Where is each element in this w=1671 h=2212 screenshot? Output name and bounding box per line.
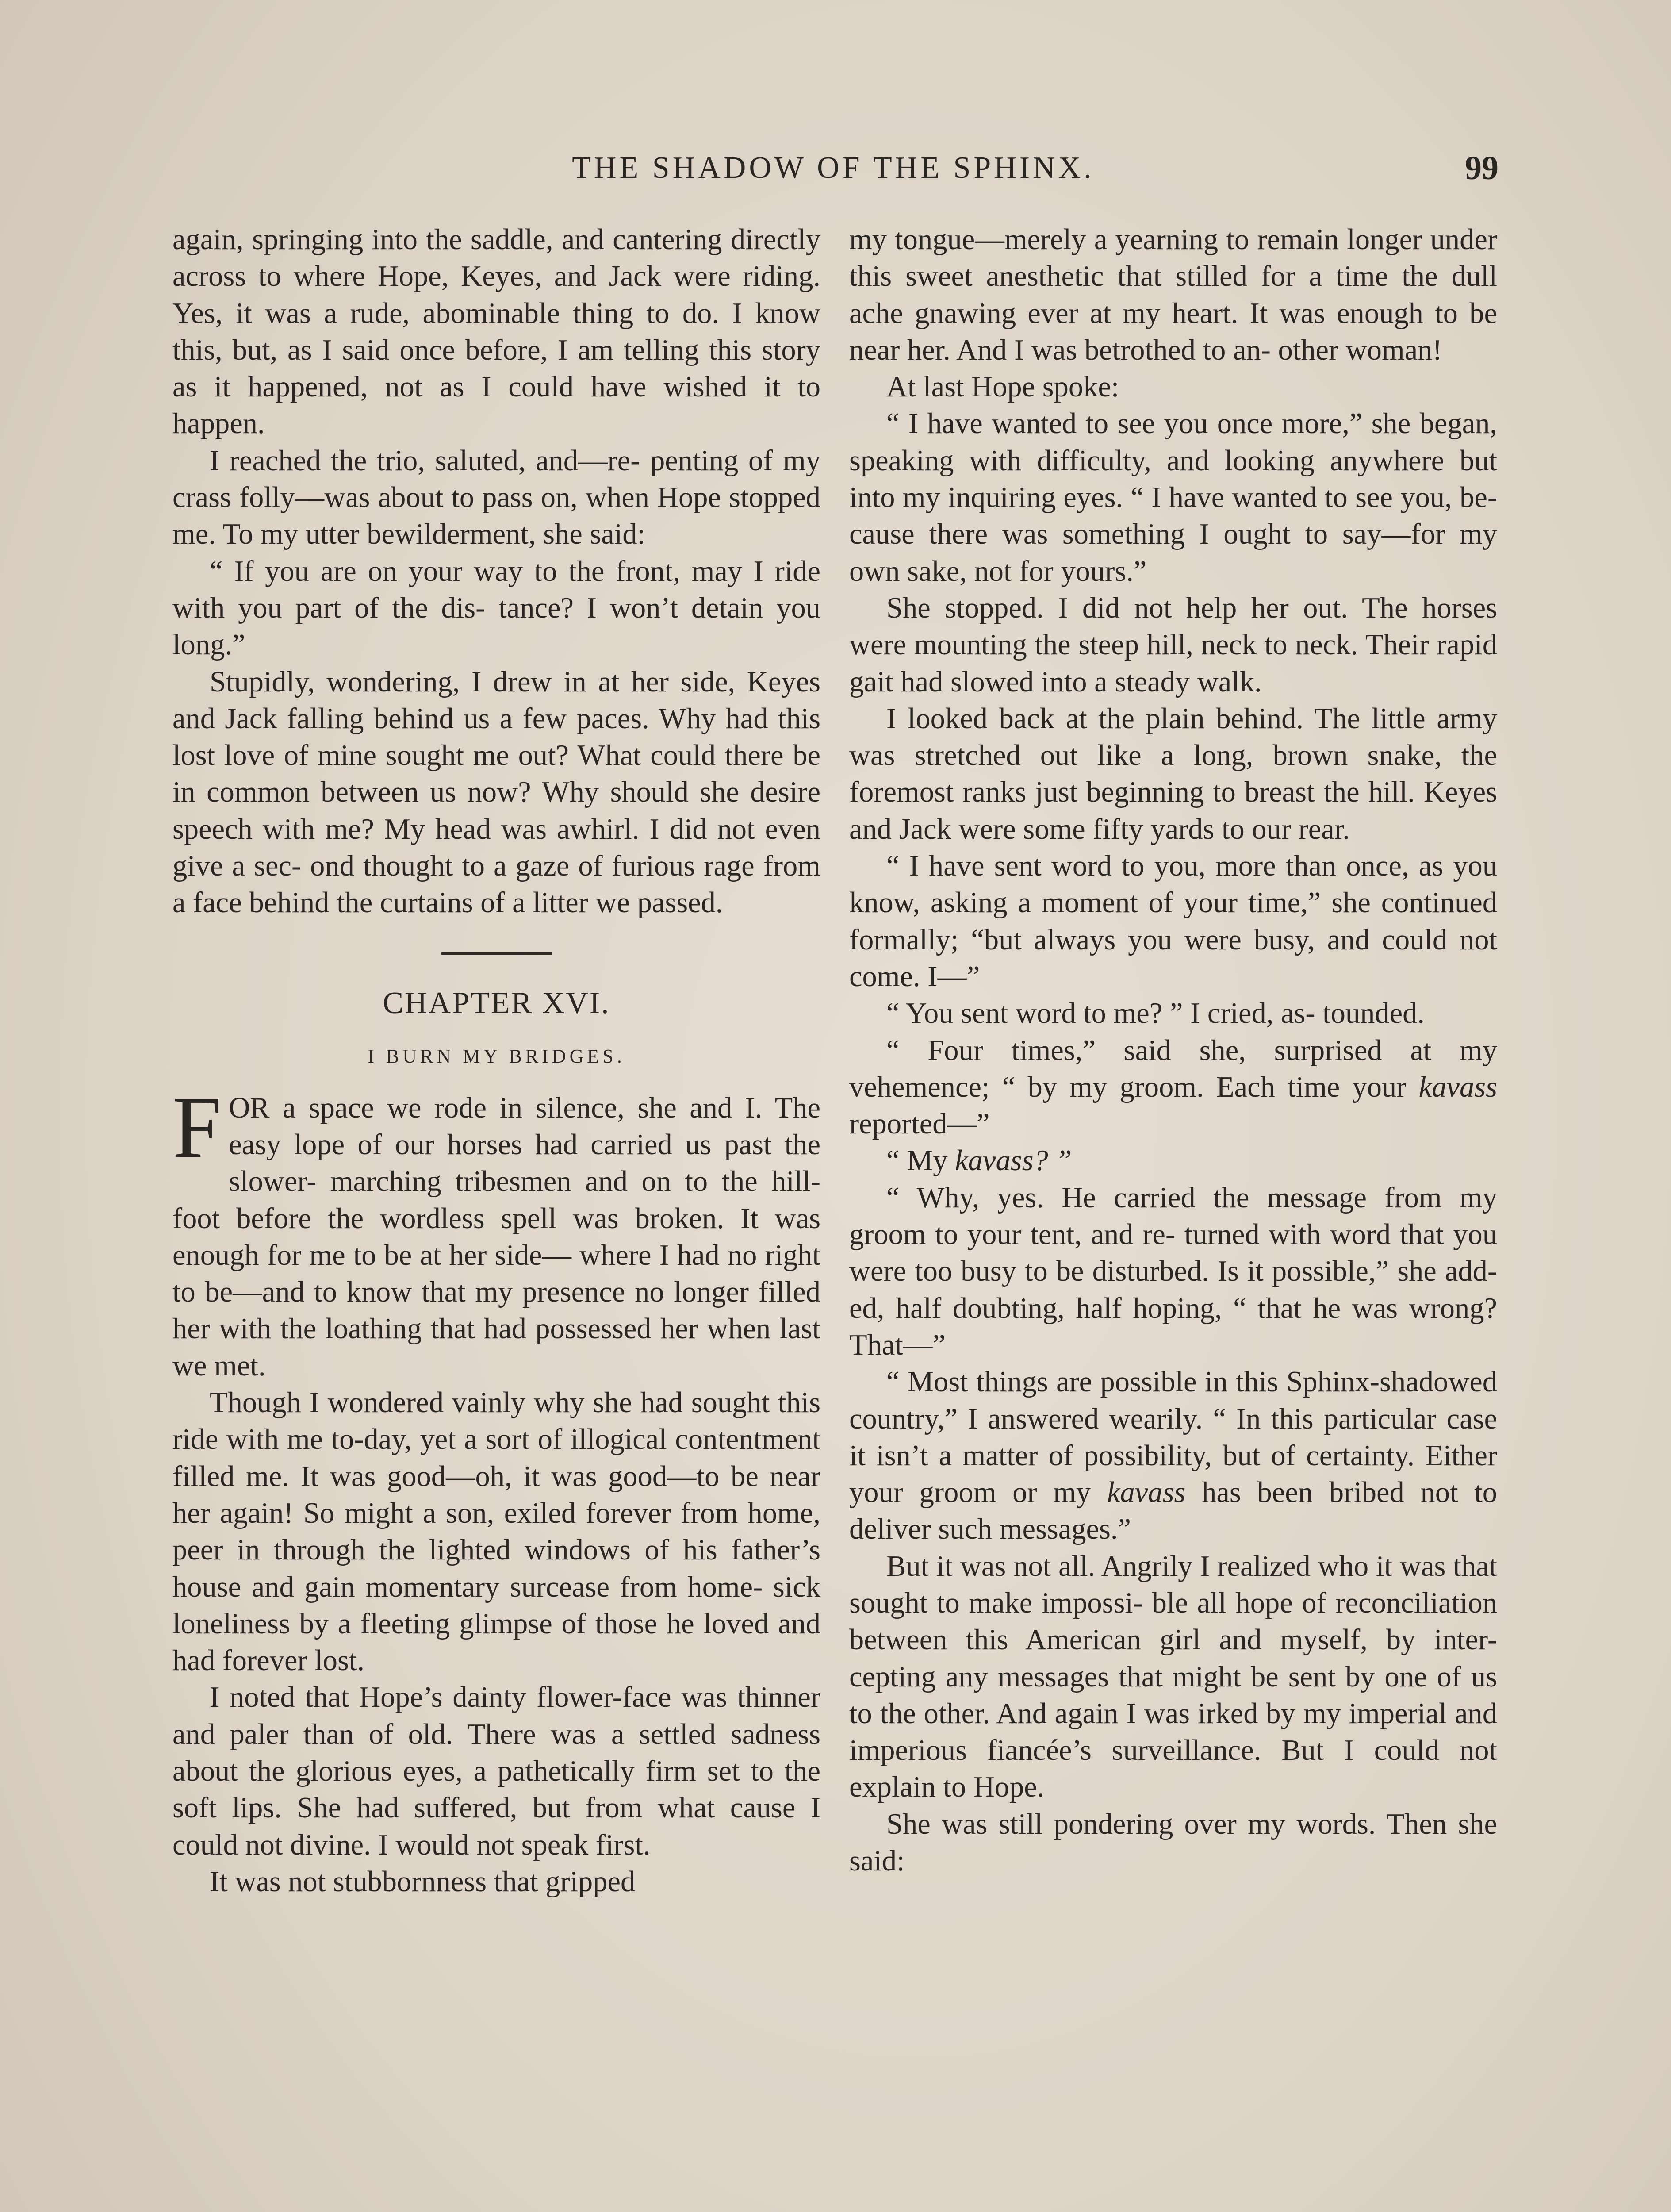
- paragraph: I looked back at the plain behind. The little army was stretched out like a long, brown snake, the foremost ranks just beginning to breast the hill. Keyes and Jack were some fifty yards to our rear.: [849, 702, 1497, 845]
- page-number: 99: [1465, 150, 1499, 187]
- chapter-heading: CHAPTER XVI.: [383, 986, 610, 1020]
- paragraph: I reached the trio, saluted, and—re- penting of my crass folly—was about to pass on, when Hope stopped me. To my utter bewilderment, she said:: [172, 444, 820, 551]
- italic-word: kavass? ”: [955, 1144, 1072, 1177]
- paragraph: I noted that Hope’s dainty flower-face was thinner and paler than of old. There was a settled sadness about the glorious eyes, a pathetically firm set to the soft lips. She had suffered, but from what cause I could not divine. I would not speak first.: [172, 1681, 820, 1861]
- running-head: [168, 146, 1499, 190]
- italic-word: kavass: [1418, 1071, 1497, 1103]
- paragraph: “ If you are on your way to the front, may I ride with you part of the dis- tance? I won’t detain you long.”: [172, 555, 820, 661]
- paragraph-text: reported—”: [849, 1108, 990, 1141]
- left-column: [172, 221, 820, 1900]
- paragraph: But it was not all. Angrily I realized who it was that sought to make impossi- ble all hope of reconciliation between this American girl and myself, by inter- cepting any messages that might be sent by one of us to the other. And again I was irked by my imperial and imperious fiancée’s surveillance. But I could not explain to Hope.: [849, 1550, 1497, 1804]
- paragraph: Though I wondered vainly why she had sought this ride with me to-day, yet a sort of illogical contentment filled me. It was good—oh, it was good—to be near her again! So might a son, exiled forever from home, peer in through the lighted windows of his father’s house and gain momentary surcease from home- sick loneliness by a fleeting glimpse of those he loved and had forever lost.: [172, 1386, 820, 1677]
- paragraph: [849, 1142, 1497, 1179]
- paragraph-text: has been bribed not to deliver such messages.”: [849, 1476, 1498, 1546]
- paragraph: It was not stubbornness that gripped: [210, 1865, 636, 1898]
- paragraph-text: “ Most things are possible in this Sphinx-shadowed country,” I answered wearily. “ In this particular case it isn’t a matter of possibility, but of certainty. Either your groom or my: [849, 1366, 1497, 1509]
- paragraph: “ You sent word to me? ” I cried, as- tounded.: [886, 997, 1425, 1030]
- paragraph: She was still pondering over my words. Then she said:: [849, 1808, 1497, 1878]
- paragraph: “ I have sent word to you, more than once, as you know, asking a moment of your time,” she continued formally; “but always you were busy, and could not come. I—”: [849, 850, 1497, 993]
- paragraph-text: “ Four times,” said she, surprised at my vehemence; “ by my groom. Each time your: [849, 1034, 1497, 1103]
- section-divider: [441, 952, 552, 955]
- right-column: [849, 221, 1497, 1879]
- paragraph: [849, 1032, 1497, 1143]
- paragraph-text: “ My: [886, 1144, 955, 1177]
- paragraph: [849, 1363, 1497, 1548]
- paragraph: “ Why, yes. He carried the message from my groom to your tent, and re- turned with word that you were too busy to be disturbed. Is it possible,” she add- ed, half doubting, half hoping, “ that he was wrong? That—”: [849, 1181, 1497, 1361]
- paragraph: again, springing into the saddle, and cantering directly across to where Hope, Keyes, and Jack were riding. Yes, it was a rude, abominable thing to do. I know this, but, as I said once before, I am telling this story as it happened, not as I could have wished it to happen.: [172, 223, 820, 440]
- paragraph: Stupidly, wondering, I drew in at her side, Keyes and Jack falling behind us a few paces. Why had this lost love of mine sought me out? What could there be in common between us now? Why should she desire speech with me? My head was awhirl. I did not even give a sec- ond thought to a gaze of furious rage from a face behind the curtains of a litter we passed.: [172, 665, 820, 919]
- chapter-subtitle: I BURN MY BRIDGES.: [368, 1045, 625, 1067]
- drop-cap: F: [172, 1078, 222, 1176]
- paragraph: At last Hope spoke:: [886, 371, 1119, 403]
- opening-paragraph-text: OR a space we rode in silence, she and I. The easy lope of our horses had carried us past the slower- marching tribesmen and on to the hill- foot before the wordless spell was broken. It was enough for me to be at her side— where I had no right to be—and to know that my presence no longer filled her with the loathing that had possessed her when last we met.: [172, 1091, 820, 1382]
- italic-word: kavass: [1107, 1476, 1186, 1509]
- opening-paragraph: [172, 1078, 820, 1384]
- paragraph: She stopped. I did not help her out. The horses were mounting the steep hill, neck to neck. Their rapid gait had slowed into a steady walk.: [849, 591, 1497, 698]
- paragraph: “ I have wanted to see you once more,” she began, speaking with difficulty, and looking anywhere but into my inquiring eyes. “ I have wanted to see you, be- cause there was something I ought to say—for my own sake, not for yours.”: [849, 407, 1497, 588]
- running-title: THE SHADOW OF THE SPHINX.: [572, 151, 1095, 185]
- paragraph: my tongue—merely a yearning to remain longer under this sweet anesthetic that stilled for a time the dull ache gnawing ever at my heart. It was enough to be near her. And I was betrothed to an- other woman!: [849, 223, 1497, 366]
